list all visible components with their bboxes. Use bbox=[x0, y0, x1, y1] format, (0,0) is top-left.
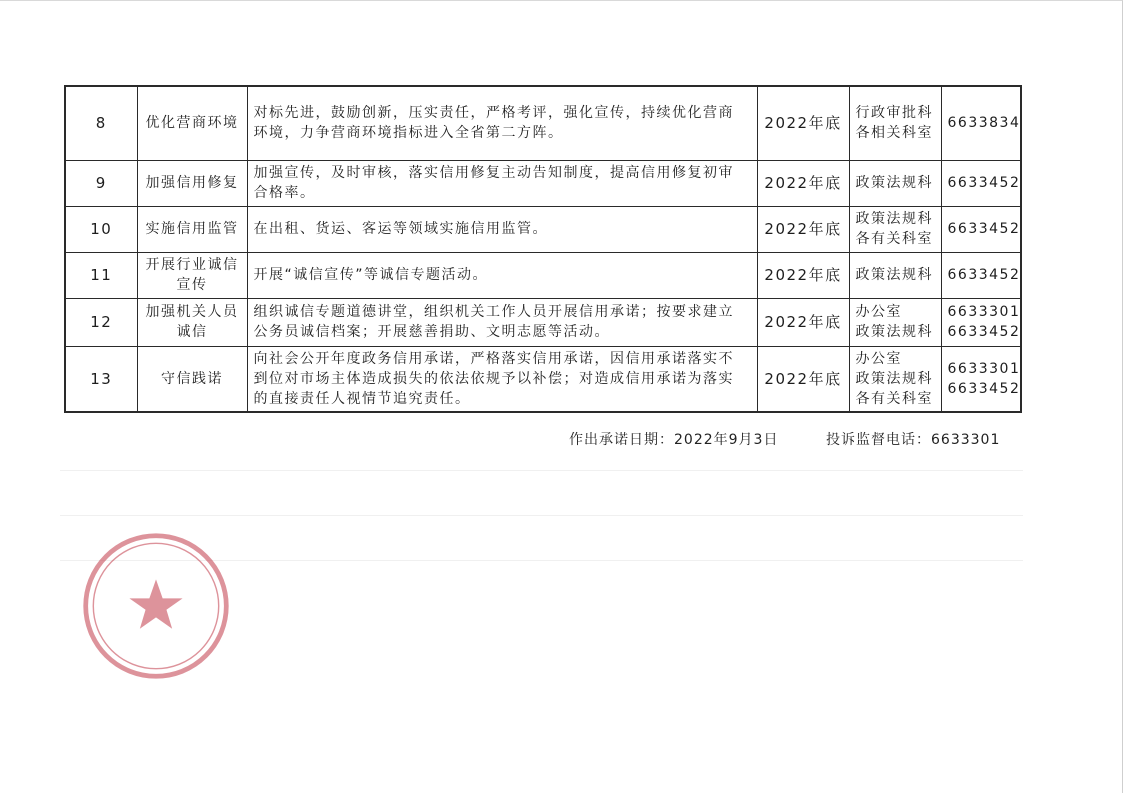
deadline: 2022年底 bbox=[757, 298, 849, 346]
row-number: 8 bbox=[65, 86, 137, 160]
item-name-line: 加强机关人员 bbox=[145, 304, 239, 320]
measure-text-line: 组织诚信专题道德讲堂，组织机关工作人员开展信用承诺；按要求建立 bbox=[253, 304, 734, 320]
table-row bbox=[65, 86, 1021, 160]
row-number: 12 bbox=[65, 298, 137, 346]
item-name-line: 优化营商环境 bbox=[145, 115, 239, 132]
measure-text-line: 在出租、货运、客运等领域实施信用监管。 bbox=[253, 221, 548, 237]
table-row bbox=[65, 160, 1021, 206]
contact-phone-line: 6633301 bbox=[947, 360, 1021, 377]
table-row bbox=[65, 346, 1021, 412]
contact-phone bbox=[941, 346, 1021, 412]
responsible-dept-line: 办公室 bbox=[855, 350, 902, 367]
responsible-dept-line: 政策法规科 bbox=[855, 324, 933, 340]
deadline: 2022年底 bbox=[757, 252, 849, 298]
responsible-dept bbox=[849, 160, 941, 206]
measure-text-line: 的直接责任人视情节追究责任。 bbox=[253, 390, 471, 407]
contact-phone bbox=[941, 298, 1021, 346]
measure-text-line: 加强宣传，及时审核，落实信用修复主动告知制度，提高信用修复初审 bbox=[253, 165, 734, 181]
measure-text-line: 向社会公开年度政务信用承诺，严格落实信用承诺，因信用承诺落实不 bbox=[253, 350, 734, 367]
deadline: 2022年底 bbox=[757, 160, 849, 206]
item-name-line: 加强信用修复 bbox=[145, 175, 239, 191]
responsible-dept-line: 各相关科室 bbox=[855, 125, 933, 142]
responsible-dept bbox=[849, 346, 941, 412]
responsible-dept-line: 政策法规科 bbox=[855, 267, 933, 283]
responsible-dept-line: 政策法规科 bbox=[855, 370, 933, 387]
responsible-dept bbox=[849, 86, 941, 160]
item-name-line: 宣传 bbox=[176, 277, 208, 293]
contact-phone-line: 6633834 bbox=[947, 115, 1021, 132]
item-name bbox=[137, 252, 247, 298]
responsible-dept-line: 办公室 bbox=[855, 304, 902, 320]
commitment-table-body bbox=[65, 86, 1021, 412]
measure-text-line: 开展“诚信宣传”等诚信专题活动。 bbox=[253, 267, 489, 283]
contact-phone-line: 6633452 bbox=[947, 175, 1021, 191]
contact-phone bbox=[941, 160, 1021, 206]
deadline: 2022年底 bbox=[757, 206, 849, 252]
contact-phone bbox=[941, 252, 1021, 298]
measure-text-line: 合格率。 bbox=[253, 185, 316, 201]
row-number: 13 bbox=[65, 346, 137, 412]
item-name bbox=[137, 160, 247, 206]
measure-text bbox=[247, 298, 757, 346]
responsible-dept-line: 各有关科室 bbox=[855, 390, 933, 407]
faint-bleed-line bbox=[60, 515, 1023, 516]
commitment-date: 作出承诺日期：2022年9月3日 bbox=[569, 432, 779, 448]
contact-phone-line: 6633452 bbox=[947, 380, 1021, 397]
item-name-line: 实施信用监管 bbox=[145, 221, 239, 237]
responsible-dept-line: 政策法规科 bbox=[855, 211, 933, 227]
contact-phone-line: 6633452 bbox=[947, 267, 1021, 283]
measure-text-line: 到位对市场主体造成损失的依法依规予以补偿；对造成信用承诺为落实 bbox=[253, 370, 734, 387]
contact-phone-line: 6633452 bbox=[947, 221, 1021, 237]
table-row bbox=[65, 206, 1021, 252]
deadline: 2022年底 bbox=[757, 86, 849, 160]
contact-phone bbox=[941, 206, 1021, 252]
measure-text bbox=[247, 160, 757, 206]
faint-bleed-line bbox=[60, 470, 1023, 471]
deadline: 2022年底 bbox=[757, 346, 849, 412]
measure-text bbox=[247, 346, 757, 412]
commitment-table bbox=[64, 85, 1022, 413]
item-name bbox=[137, 346, 247, 412]
responsible-dept-line: 行政审批科 bbox=[855, 105, 933, 122]
item-name bbox=[137, 206, 247, 252]
item-name-line: 守信践诺 bbox=[161, 370, 223, 387]
measure-text-line: 对标先进，鼓励创新，压实责任，严格考评，强化宣传，持续优化营商 bbox=[253, 105, 734, 122]
measure-text-line: 公务员诚信档案；开展慈善捐助、文明志愿等活动。 bbox=[253, 324, 610, 340]
item-name bbox=[137, 298, 247, 346]
measure-text-line: 环境，力争营商环境指标进入全省第二方阵。 bbox=[253, 125, 564, 142]
responsible-dept bbox=[849, 252, 941, 298]
table-row bbox=[65, 252, 1021, 298]
measure-text bbox=[247, 206, 757, 252]
responsible-dept bbox=[849, 298, 941, 346]
responsible-dept-line: 政策法规科 bbox=[855, 175, 933, 191]
complaint-phone: 投诉监督电话：6633301 bbox=[826, 432, 1001, 448]
row-number: 11 bbox=[65, 252, 137, 298]
contact-phone bbox=[941, 86, 1021, 160]
row-number: 10 bbox=[65, 206, 137, 252]
contact-phone-line: 6633301 bbox=[947, 304, 1021, 320]
star-seal-icon bbox=[80, 530, 232, 682]
contact-phone-line: 6633452 bbox=[947, 324, 1021, 340]
item-name bbox=[137, 86, 247, 160]
item-name-line: 开展行业诚信 bbox=[145, 257, 239, 273]
responsible-dept bbox=[849, 206, 941, 252]
row-number: 9 bbox=[65, 160, 137, 206]
responsible-dept-line: 各有关科室 bbox=[855, 231, 933, 247]
measure-text bbox=[247, 252, 757, 298]
item-name-line: 诚信 bbox=[176, 324, 208, 340]
table-row bbox=[65, 298, 1021, 346]
measure-text bbox=[247, 86, 757, 160]
